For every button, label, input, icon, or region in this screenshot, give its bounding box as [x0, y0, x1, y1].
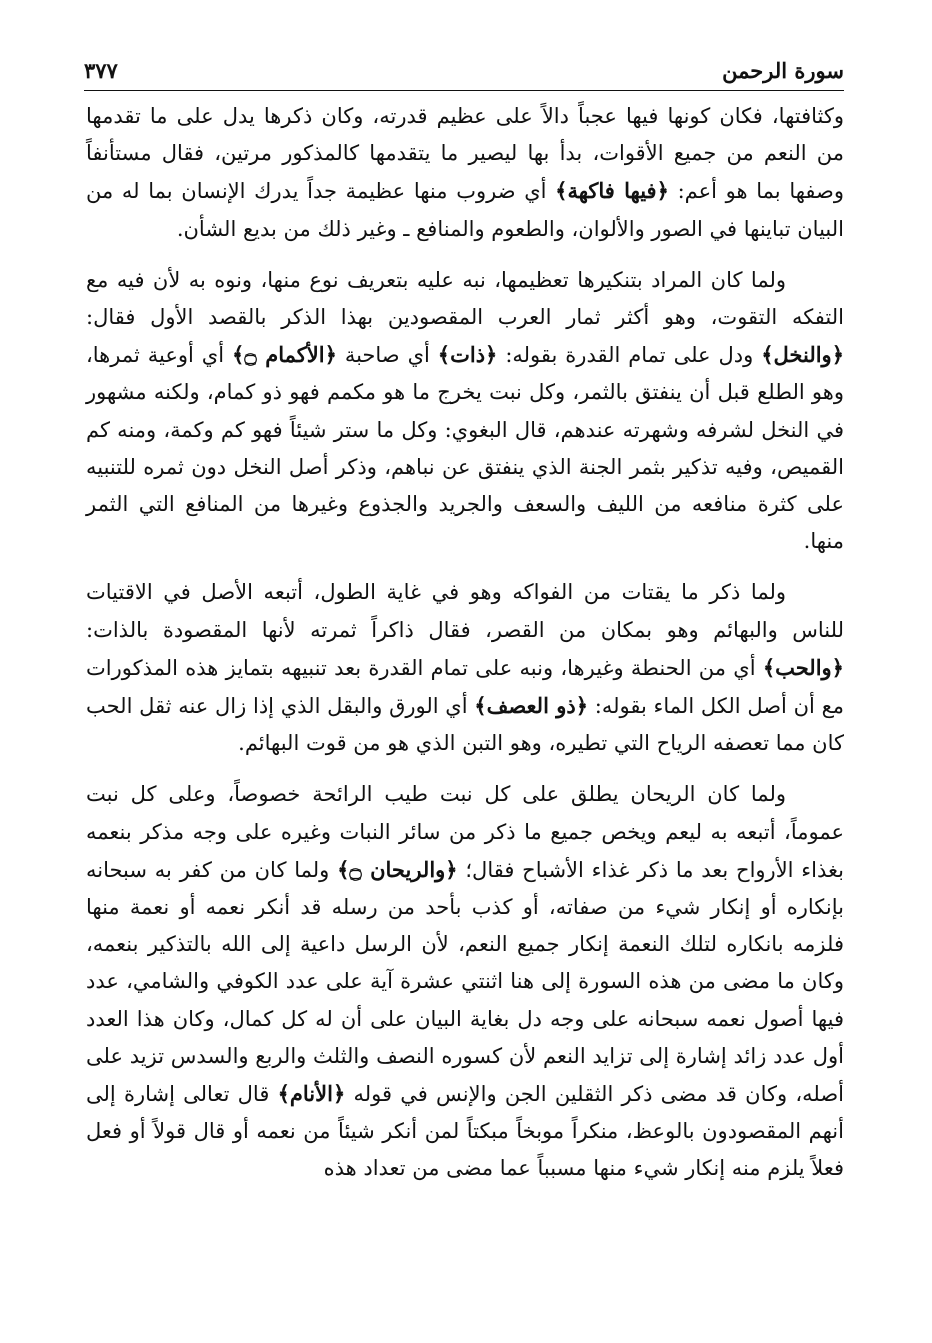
text-segment: ولما كان من كفر به سبحانه بإنكاره أو إنكار شيء من صفاته، أو كذب بأحد من رسله قد أنكر نعمه أو نعمة منها فلزمه بانكاره لتلك النعمة إنكار جميع النعم، لأن الرسل داعية إلى الله بالتذكير بنعمه، وكان ما مضى من هذه السورة إلى هنا اثنتي عشرة آية على عدد الكوفي والشامي، عدد فيها أصول نعمه سبحانه على وجه دل بغاية البيان على أن له كل كمال، وكان هذا العدد أول عدد زائد إشارة إلى تزايد النعم لأن كسوره النصف والثلث والربع والسدس تزيد على أصله، وكان قد مضى ذكر الثقلين الجن والإنس في قوله	[86, 857, 844, 1107]
paragraph	[86, 574, 844, 762]
text-segment: أي ضروب منها عظيمة جداً يدرك الإنسان بما له من البيان تباينها في الصور والألوان، والطعوم والمنافع ـ وغير ذلك من بديع الشأن.	[86, 179, 844, 241]
text-segment: قال تعالى إشارة إلى أنهم المقصودون بالوعظ، منكراً موبخاً مبكتاً لمن أنكر شيئاً من نعمه أو قال قولاً أو فعل فعلاً يلزم منه إنكار شيء منها مسبباً عما مضى من تعداد هذه	[86, 1082, 844, 1181]
text-segment: أي الورق والبقل الذي إذا زال عنه ثقل الحب كان مما تعصفه الرياح التي تطيره، وهو التبن الذي هو من قوت البهائم.	[86, 694, 844, 756]
quran-quote: ﴿الأكمام ۝﴾	[232, 342, 337, 368]
quran-quote: ﴿الأنام﴾	[277, 1081, 346, 1107]
paragraph	[86, 262, 844, 561]
body-text	[86, 98, 844, 1202]
text-segment: ولما ذكر ما يقتات من الفواكه وهو في غاية الطول، أتبعه الأصل في الاقتيات للناس والبهائم وهو بمكان من القصر، فقال ذاكراً ثمرته لأنها المقصودة بالذات:	[86, 580, 844, 642]
quran-quote: ﴿ذات﴾	[437, 342, 498, 368]
quran-quote: ﴿ذو العصف﴾	[474, 693, 589, 719]
quran-quote: ﴿والحب﴾	[762, 654, 844, 680]
text-segment: ولما كان المراد بتنكيرها تعظيمها، نبه عليه بتعريف نوع منها، ونوه به لأن فيه مع التفكه التقوت، وهو أكثر ثمار العرب المقصودين بهذا الذكر بالقصد الأول فقال:	[86, 267, 844, 330]
text-segment: أي من الحنطة وغيرها، ونبه على تمام القدرة بعد تنبيهه بتمايز هذه المذكورات مع أن أصل الكل الماء بقوله:	[86, 655, 844, 719]
text-segment: أي صاحبة	[336, 343, 438, 368]
text-segment: وكثافتها، فكان كونها فيها عجباً دالاً على عظيم قدرته، وكان ذكرها يدل على ما تقدمها من النعم من جميع الأقوات، بدأ بها ليصير ما يتقدمها كالمذكور مرتين، فقال مستأنفاً وصفها بما هو أعم:	[86, 104, 844, 204]
quran-quote: ﴿والنخل﴾	[761, 342, 844, 368]
text-segment: أي أوعية ثمرها، وهو الطلع قبل أن ينفتق بالثمر، وكل نبت يخرج ما هو مكمم فهو ذو كمام، ولكنه مشهور في النخل لشرفه وشهرته عندهم، قال البغوي: وكل ما ستر شيئاً فهو كم وكمة، ومنه كم القميص، وفيه تذكير بثمر الجنة الذي ينفتق عن نباهم، وذكر أصل النخل دون ثمره للتنبيه على كثرة منافعه من الليف والسعف والجريد والجذوع وغيرها من المنافع التي الثمر منها.	[86, 343, 844, 554]
text-segment: ولما كان الريحان يطلق على كل نبت طيب الرائحة خصوصاً، وعلى كل نبت عموماً، أتبعه به ليعم ويخص جميع ما ذكر من سائر النبات وغيره على وجه مذكر بنعمه بغذاء الأرواح بعد ما ذكر غذاء الأشباح فقال؛	[86, 782, 844, 882]
page-number: ٣٧٧	[84, 58, 118, 83]
page-header	[84, 54, 844, 91]
surah-title: سورة الرحمن	[722, 58, 844, 83]
quran-quote: ﴿فيها فاكهة﴾	[555, 178, 669, 204]
paragraph	[86, 776, 844, 1187]
text-segment: ودل على تمام القدرة بقوله:	[497, 343, 762, 368]
quran-quote: ﴿والريحان ۝﴾	[337, 856, 458, 882]
paragraph	[86, 98, 844, 248]
